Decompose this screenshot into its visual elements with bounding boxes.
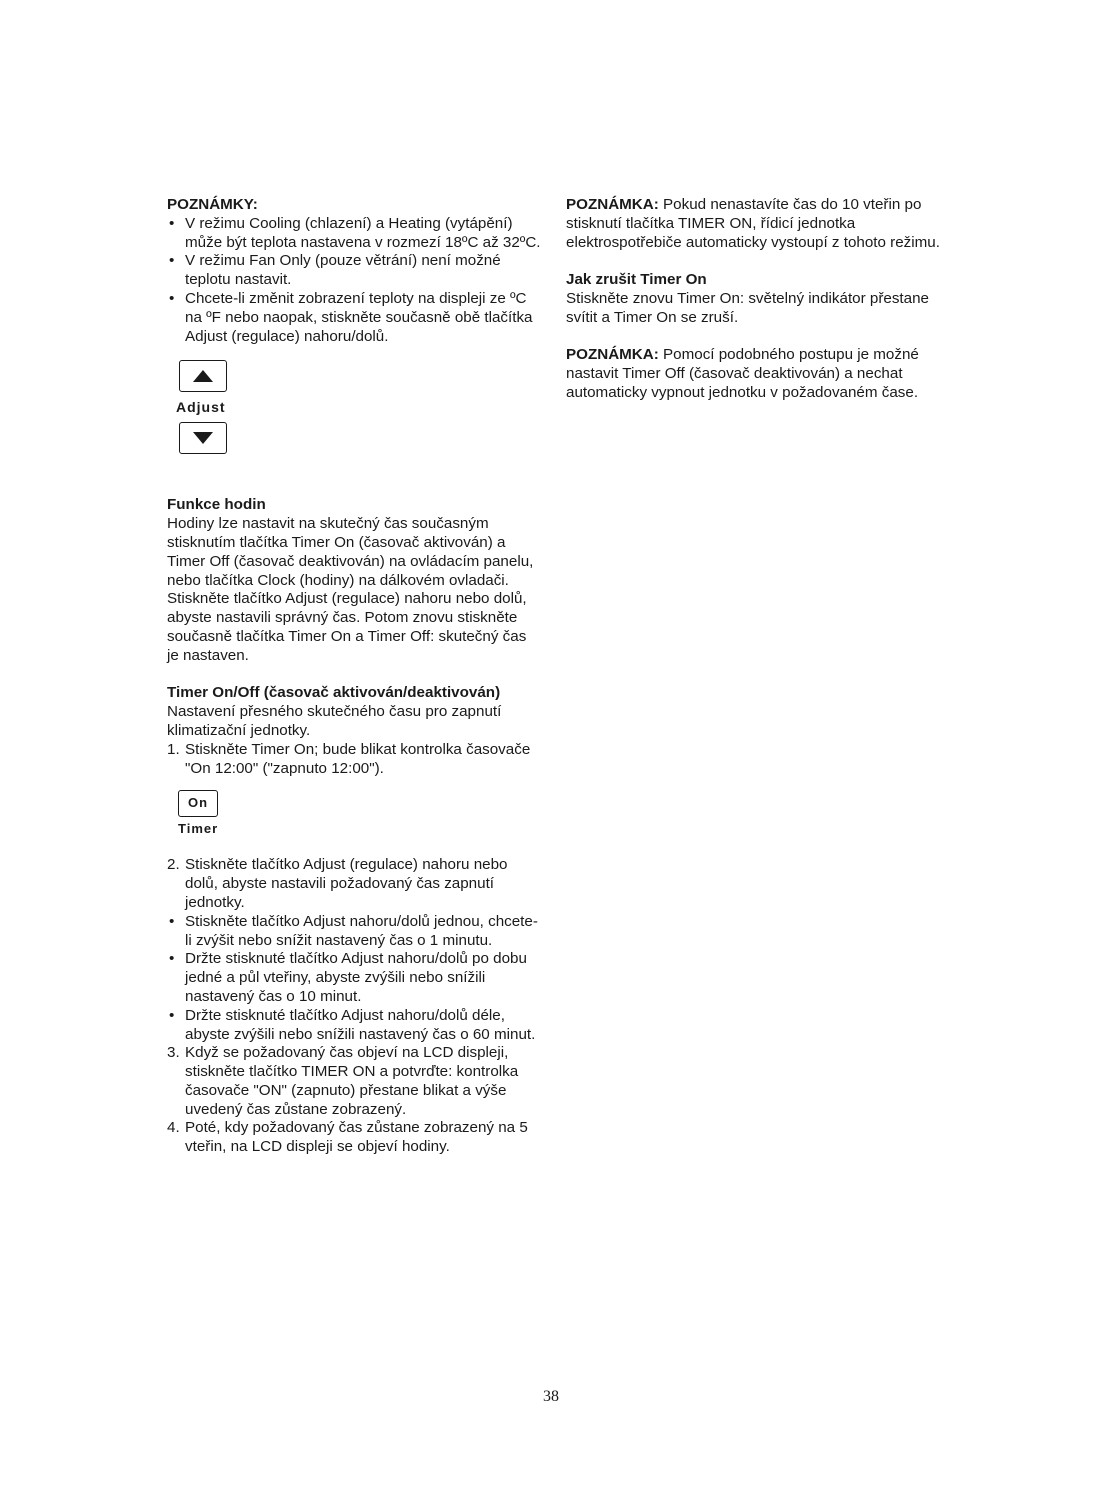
step-text: Stiskněte Timer On; bude blikat kontrolka časovače "On 12:00" ("zapnuto 12:00"). [185, 740, 531, 777]
timer-heading: Timer On/Off (časovač aktivován/deaktivován) [167, 684, 501, 702]
cancel-text: Stiskněte znovu Timer On: světelný indikátor přestane svítit a Timer On se zruší. [566, 289, 929, 326]
bullet-marker: • [169, 950, 175, 968]
adjust-buttons-illustration [167, 354, 542, 480]
list-item [167, 252, 542, 290]
cancel-heading: Jak zrušit Timer On [566, 271, 707, 289]
sub-bullet-text: Stiskněte tlačítko Adjust nahoru/dolů jednou, chcete-li zvýšit nebo snížit nastavený čas o 1 minutu. [185, 912, 538, 949]
timer-intro: Nastavení přesného skutečného času pro zapnutí klimatizační jednotky. [167, 703, 502, 739]
arrow-up-icon [193, 370, 213, 382]
clock-heading: Funkce hodin [167, 496, 266, 514]
step-text: Stiskněte tlačítko Adjust (regulace) nahoru nebo dolů, abyste nastavili požadovaný čas zapnutí jednotky. [185, 856, 508, 911]
step-text: Když se požadovaný čas objeví na LCD displeji, stiskněte tlačítko TIMER ON a potvrďte: kontrolka časovače "ON" (zapnuto) přestane blikat a výše uvedený čas zůstane zobrazený. [185, 1044, 519, 1118]
list-item [167, 950, 542, 1006]
step-number: 3. [167, 1044, 180, 1062]
notes-list [167, 215, 542, 347]
note-1 [566, 196, 946, 252]
page-number: 38 [543, 1388, 559, 1405]
notes-heading: POZNÁMKY: [167, 196, 258, 213]
step-number: 1. [167, 740, 180, 758]
adjust-down-button [179, 422, 227, 454]
note-text: V režimu Fan Only (pouze větrání) není možné teplotu nastavit. [185, 252, 501, 289]
list-item [167, 913, 542, 951]
bullet-marker: • [169, 252, 175, 270]
timer-on-button: On [178, 790, 218, 817]
arrow-down-icon [193, 432, 213, 444]
bullet-marker: • [169, 289, 175, 307]
left-column [167, 196, 542, 1157]
note-2 [566, 346, 946, 402]
note-1-text: Pokud nenastavíte čas do 10 vteřin po stisknutí tlačítka TIMER ON, řídicí jednotka elektrospotřebiče automaticky vystoupí z tohoto režimu. [566, 196, 940, 251]
note-2-label: POZNÁMKA: [566, 346, 659, 364]
timer-steps-2 [167, 856, 542, 912]
list-item [167, 741, 542, 779]
step-text: Poté, kdy požadovaný čas zůstane zobrazený na 5 vteřin, na LCD displeji se objeví hodiny. [185, 1119, 528, 1156]
adjust-up-button [179, 360, 227, 392]
list-item [167, 290, 542, 346]
timer-steps-3 [167, 1044, 542, 1157]
sub-bullet-text: Držte stisknuté tlačítko Adjust nahoru/dolů po dobu jedné a půl vteřiny, abyste zvýšili nebo snížili nastavený čas o 10 minut. [185, 950, 527, 1005]
timer-steps-1 [167, 741, 542, 779]
list-item [167, 1007, 542, 1045]
step-number: 2. [167, 856, 180, 874]
note-text: V režimu Cooling (chlazení) a Heating (vytápění) může být teplota nastavena v rozmezí 18ºC až 32ºC. [185, 214, 541, 251]
clock-text: Hodiny lze nastavit na skutečný čas současným stisknutím tlačítka Timer On (časovač aktivován) a Timer Off (časovač deaktivován) na ovládacím panelu, nebo tlačítka Clock (hodiny) na dálkovém ovladači. Stiskněte tlačítko Adjust (regulace) nahoru nebo dolů, abyste nastavili správný čas. Potom znovu stiskněte současně tlačítka Timer On a Timer Off: skutečný čas je nastaven. [167, 515, 534, 664]
step-number: 4. [167, 1119, 180, 1137]
note-text: Chcete-li změnit zobrazení teploty na displeji ze ºC na ºF nebo naopak, stiskněte současně obě tlačítka Adjust (regulace) nahoru/dolů. [185, 289, 533, 345]
list-item [167, 1044, 542, 1119]
timer-label: Timer [178, 821, 219, 837]
list-item [167, 856, 542, 912]
note-1-label: POZNÁMKA: [566, 196, 659, 213]
timer-on-illustration [167, 786, 542, 856]
bullet-marker: • [169, 214, 175, 232]
list-item [167, 1119, 542, 1157]
right-column [566, 196, 946, 403]
list-item [167, 215, 542, 253]
bullet-marker: • [169, 912, 175, 930]
sub-bullet-text: Držte stisknuté tlačítko Adjust nahoru/dolů déle, abyste zvýšili nebo snížili nastavený čas o 60 minut. [185, 1006, 536, 1043]
bullet-marker: • [169, 1006, 175, 1024]
note-2-text: Pomocí podobného postupu je možné nastavit Timer Off (časovač deaktivován) a nechat automaticky vypnout jednotku v požadovaném čase. [566, 346, 919, 401]
adjust-label: Adjust [176, 399, 226, 416]
